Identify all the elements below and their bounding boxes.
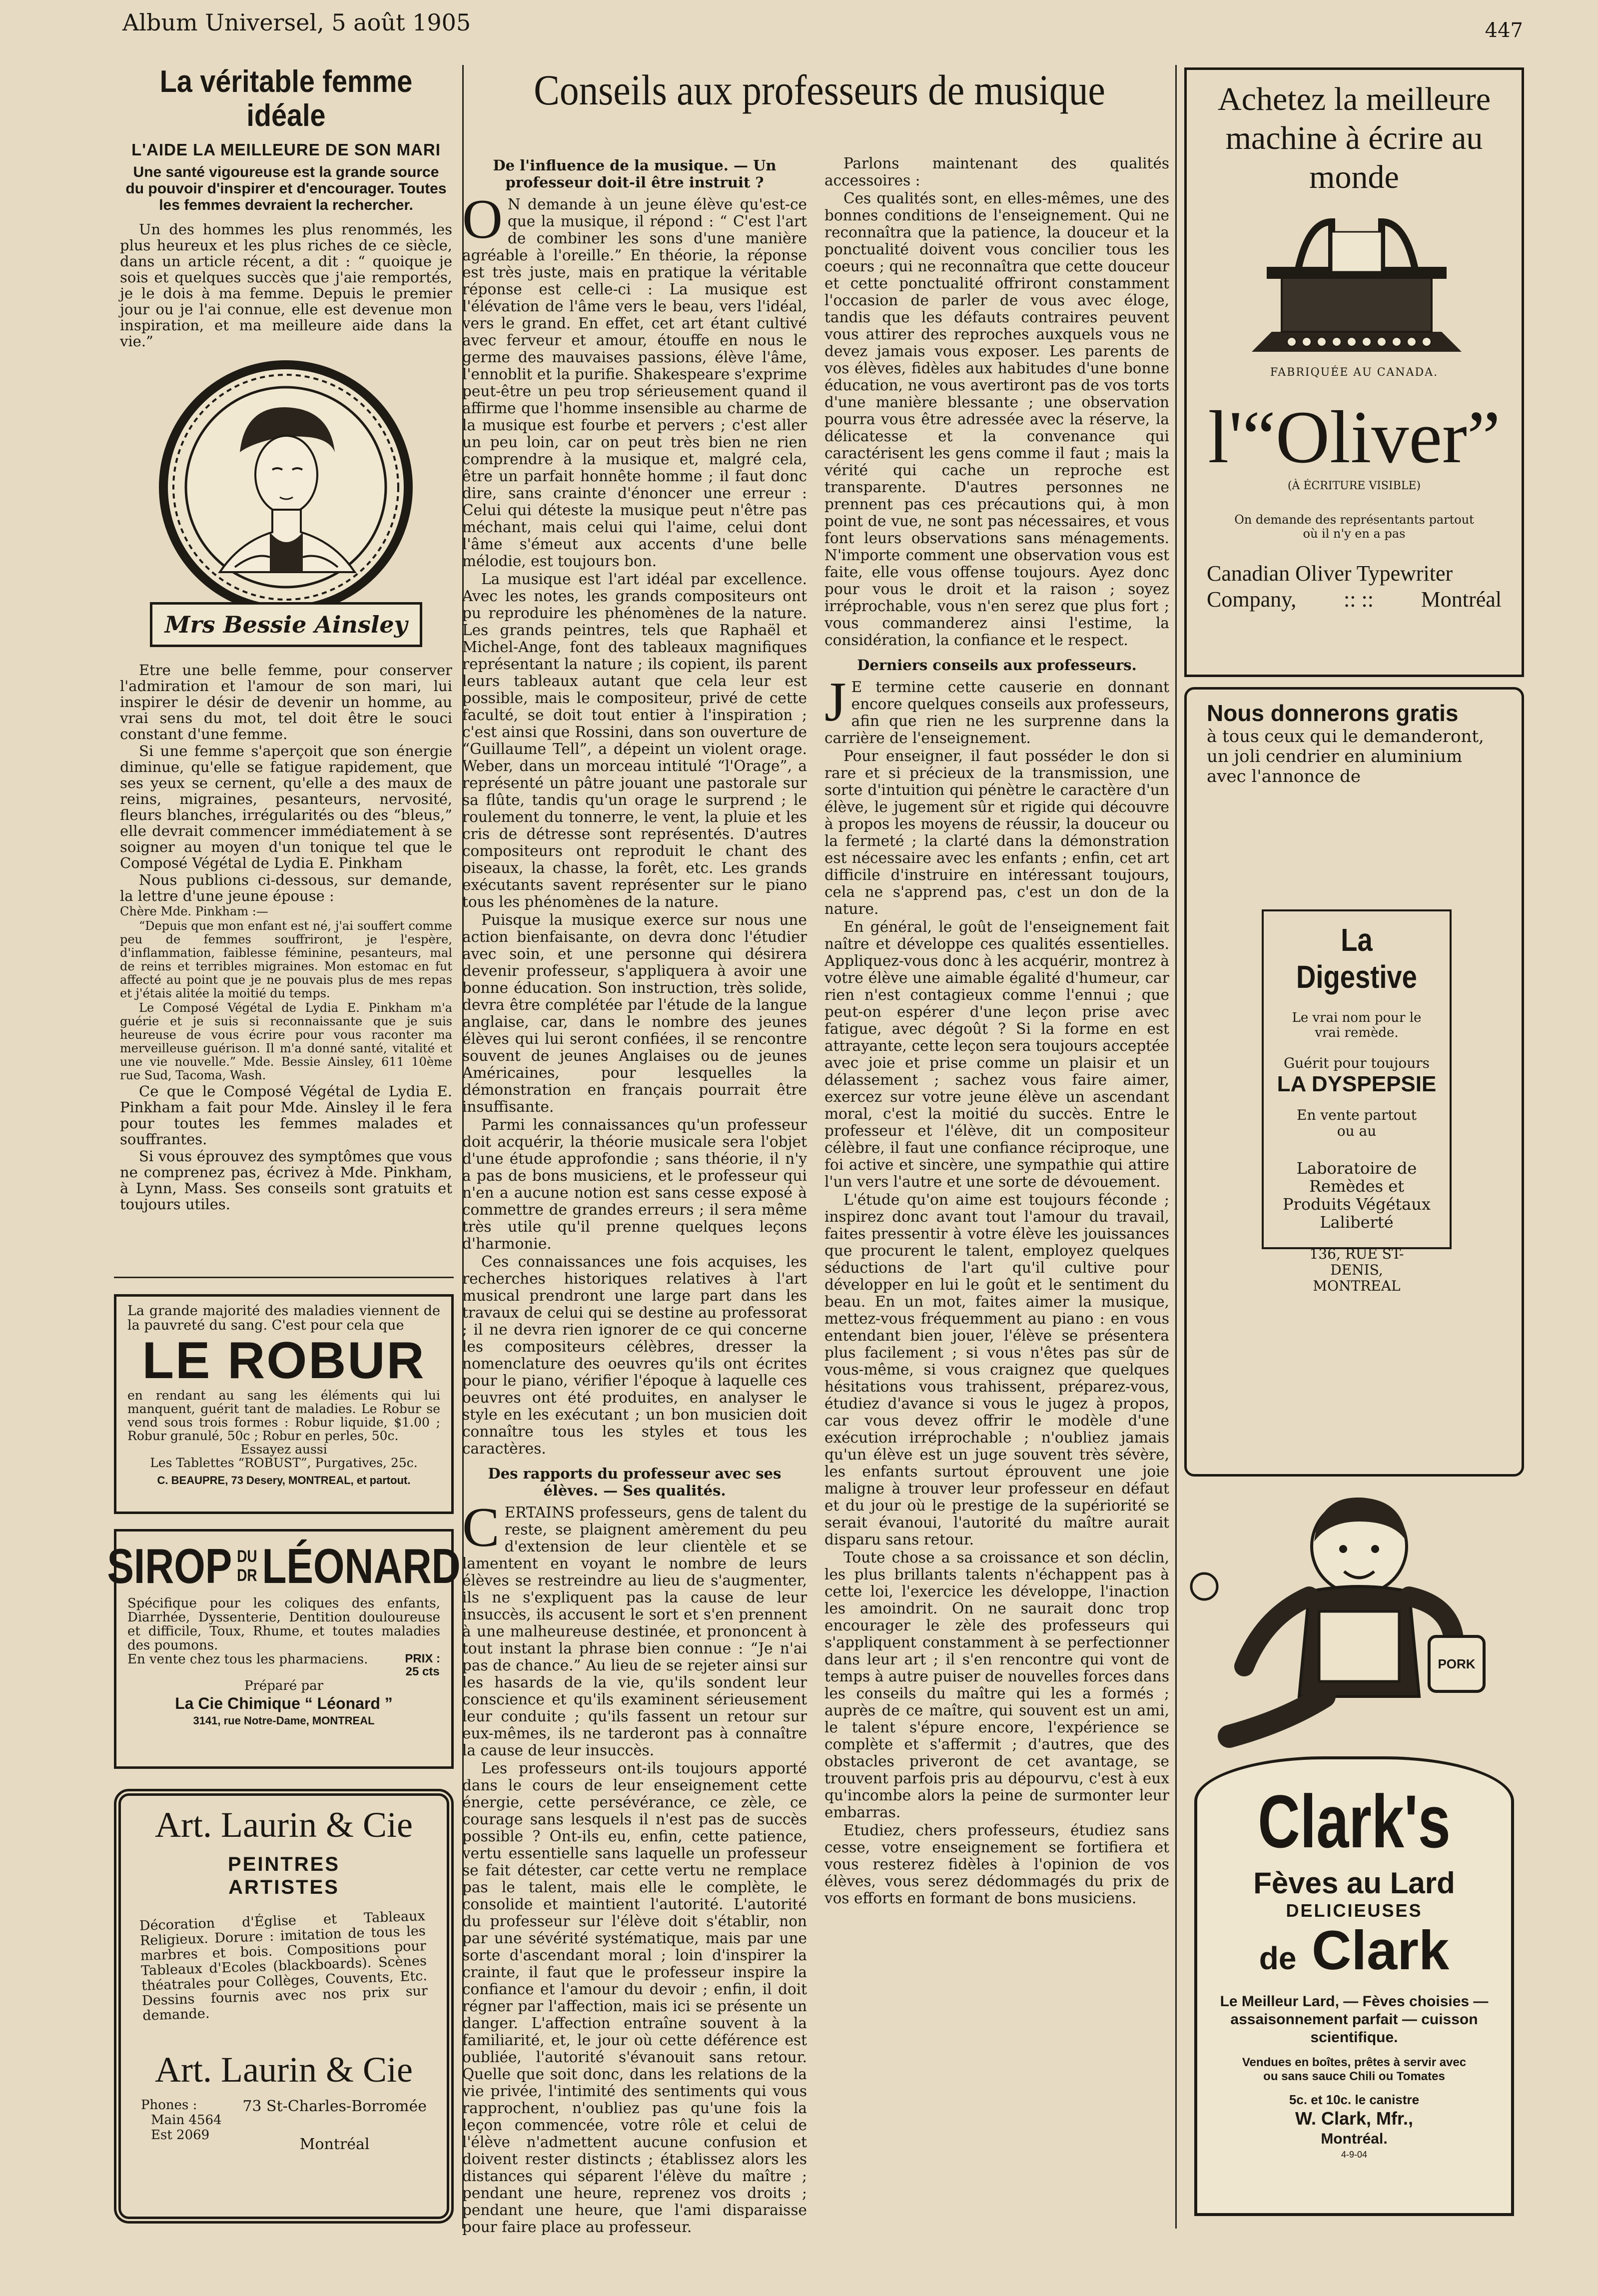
- clark-de: de: [1259, 1940, 1297, 1976]
- oliver-sep: :: ::: [1344, 587, 1374, 612]
- clark-product: Fèves au Lard: [1253, 1866, 1455, 1900]
- paragraph: J E termine cette causerie en donnant encore quelques conseils aux professeurs, afin que rien ne les surprenne dans la carrière de l'enseignement.: [824, 671, 1169, 747]
- sirop-name: SIROP DU DR LÉONARD: [107, 1538, 461, 1593]
- paragraph: Parmi les connaissances qu'un professeur doit acquérir, la théorie musicale sera l'objet d'une étude approfondie ; sans théorie, il n'y a pas de bons musiciens, et le professeur qui n'en a aucune notion est sans cesse exposé à commettre de grandes erreurs ; il sera même très utile qu'il prenne quelques leçons d'harmonie.: [462, 1116, 807, 1252]
- digestive-name: La Digestive: [1296, 922, 1417, 995]
- article-column-2: [824, 155, 1169, 1908]
- paragraph: L'étude qu'on aime est toujours féconde ; inspirez donc avant tout l'amour du travail, faites pressentir à votre élève les jouissances que procurent le talent, employez quelques séductions de l'art qu'il cultive pour développer en lui le goût et le sentiment du beau. En un mot, faites aimer la musique, mettez-vous fréquemment au piano : en vous entendant bien jouer, l'élève se présentera plus facilement ; si vous n'êtes pas sûr de vous-même, si vous craignez que quelques hésitations vous trahissent, préparez-vous, étudiez d'avance si vous le jugez à propos, car vous devez offrir le modèle d'une exécution irréprochable ; n'oubliez jamais qu'un élève est un juge souvent très sévère, les enfants surtout éprouvent une joie maligne à trouver leur professeur en défaut et du jour où le prestige de la supériorité se serait évanoui, l'autorité du maître aurait disparu sans retour.: [824, 1191, 1169, 1548]
- running-header: Album Universel, 5 août 1905: [122, 9, 471, 36]
- section-heading: De l'influence de la musique. — Un professeur doit-il être instruit ?: [493, 157, 777, 191]
- sirop-address: 3141, rue Notre-Dame, MONTREAL: [193, 1714, 375, 1727]
- clark-body: Le Meilleur Lard, — Fèves choisies — assaisonnement parfait — cuisson scientifique.: [1220, 1993, 1489, 2046]
- paragraph: Un des hommes les plus renommés, les plus heureux et les plus riches de ce siècle, dans un article récent, a dit : “ quoique je sois et quelques succès que j'aie remportés, je le dois à ma femme. Depuis le premier jour ou je l'ai connue, elle est devenue mon inspiration, et ma meilleure aide dans la vie.”: [120, 221, 452, 350]
- paragraph: Ces connaissances une fois acquises, les recherches historiques relatives à l'art musical prendront une large part dans les travaux de celui qui se destine au professorat ; il ne devra rien ignorer de ce qui concerne les compositeurs célèbres, dresser la nomenclature des oeuvres qu'ils ont écrites pour le piano, vérifier l'époque à laquelle ces oeuvres ont été produites, en analyser le style en les exécutant ; un bon musicien doit connaître tous les styles et tous les caractères.: [462, 1253, 807, 1457]
- gratis-body: à tous ceux qui le demanderont, un joli cendrier en aluminium avec l'annonce de: [1207, 727, 1484, 786]
- laurin-name: Art. Laurin & Cie: [155, 1805, 413, 1845]
- oliver-reps: On demande des représentants partout où il n'y en a pas: [1234, 513, 1474, 541]
- digestive-address: 136, RUE ST-DENIS, MONTREAL: [1309, 1246, 1404, 1294]
- drop-cap: O: [462, 188, 503, 250]
- oliver-company-1: Canadian Oliver Typewriter: [1207, 561, 1453, 586]
- typewriter-illustration: [1207, 202, 1507, 362]
- paragraph: Si une femme s'aperçoit que son énergie diminue, qu'elle se fatigue rapidement, que ses yeux se cernent, qu'elle a des maux de reins, migraines, pesanteurs, nervosité, fleurs blanches, irrégularités ou des “bleus,” elle devrait commencer immédiatement à se soigner au moyen d'un tonique tel que le Composé Végétal de Lydia E. Pinkham: [120, 743, 452, 871]
- paragraph: Nous publions ci-dessous, sur demande, la lettre d'une jeune épouse :: [120, 871, 452, 904]
- clark-maker: W. Clark, Mfr.,: [1295, 2108, 1414, 2129]
- robur-body: en rendant au sang les éléments qui lui manquent, guérit tant de maladies. Le Robur se vend sous trois formes : Robur liquide, $1.00 ; Robur granulé, 50c ; Robur en perles, 50c.: [127, 1388, 440, 1443]
- gratis-advert: [1184, 687, 1524, 1477]
- paragraph: CERTAINS professeurs, gens de talent du reste, se plaignent amèrement du peu d'extension de leur clientèle et se lamentent en voyant le nombre de leurs élèves se restreindre au lieu de s'augmenter, ils ne s'expliquent pas la cause de leur insuccès, ils accusent le sort et s'en prennent à une malheureuse destinée, et prononcent à tout instant la phrase bien connue : “Je n'ai pas de chance.” Au lieu de se rejeter ainsi sur les hasards de la vie, qu'ils sondent leur conscience et qu'ils examinent sérieusement leur conduite ; qu'ils fassent un retour sur eux-mêmes, ils ne tarderont pas à connaître la cause de leur insuccès.: [462, 1497, 807, 1759]
- paragraph: Etre une belle femme, pour conserver l'admiration et l'amour de son mari, lui inspirer le désir de devenir un homme, au vrai sens du mot, tel doit être le souci constant d'une femme.: [120, 662, 452, 743]
- paragraph: Toute chose a sa croissance et son déclin, les plus brillants talents n'échappent pas à cette loi, l'exercice les développe, l'inaction les amoindrit. On ne saurait donc trop encourager le zèle des professeurs qui s'appliquent constamment à se perfectionner dans leur art ; il s'en rencontre qui vont de temps à autre puiser de nouvelles forces dans les conseils du maître qui les a formés ; auprès de ce maître, qui souvent est un ami, le talent s'épure encore, l'expérience se complète et s'affermit ; d'autres, que des obstacles priveront de cet avantage, se trouvent parfois pris au dépourvu, c'est à eux qu'incombe alors la peine de surmonter leur embarras.: [824, 1549, 1169, 1821]
- paragraph: Ce que le Composé Végétal de Lydia E. Pinkham a fait pour Mde. Ainsley il le fera pour toutes les femmes malades et souffrantes.: [120, 1083, 452, 1148]
- digestive-tag-1: Le vrai nom pour le vrai remède.: [1292, 1010, 1422, 1040]
- digestive-tag-2: Guérit pour toujours: [1283, 1055, 1430, 1071]
- drop-cap: J: [824, 671, 846, 733]
- portrait-caption-plate: [150, 602, 422, 647]
- robur-address: C. BEAUPRE, 73 Desery, MONTREAL, et partout.: [157, 1474, 411, 1487]
- digestive-disease: LA DYSPEPSIE: [1277, 1072, 1437, 1096]
- paragraph: O N demande à un jeune élève qu'est-ce que la musique, il répond : “ C'est l'art de combiner les sons d'une manière agréable à l'oreille.” En théorie, la réponse est très juste, mais en pratique la véritable réponse est celle-ci : La musique est l'élévation de l'âme vers le beau, vers l'idéal, vers le grand. En effet, cet art étant cultivé avec ferveur et amour, étouffe en nous le germe des mauvaises passions, élève l'âme, l'ennoblit et la purifie. Shakespeare s'exprime peut-être un peu trop sérieusement quand il affirme que l'homme insensible au charme de la musique est fourbe et pervers ; c'est aller un peu loin, car on peut très bien ne rien comprendre à la musique et, malgré cela, être un parfait honnête homme ; il faut donc dire, sans crainte d'énoncer une erreur : Celui qui déteste la musique peut n'être pas méchant, mais celui qui l'aime, celui dont l'âme s'émeut aux accents d'une belle mélodie, est toujours bon.: [462, 188, 807, 570]
- can-label: PORK: [1438, 1656, 1476, 1671]
- paragraph: Parlons maintenant des qualités accessoires :: [824, 155, 1169, 189]
- oliver-company-2: Company,: [1207, 587, 1297, 612]
- article-title: Conseils aux professeurs de musique: [534, 66, 1105, 114]
- paragraph: Etudiez, chers professeurs, étudiez sans cesse, votre enseignement se fortifiera et vous resterez fidèles à l'opinion de vos élèves, vous serez dédommagés du prix de vos efforts en formant de bons musiciens.: [824, 1822, 1169, 1907]
- oliver-name: l'“Oliver”: [1208, 396, 1501, 479]
- oliver-made: FABRIQUÉE AU CANADA.: [1270, 366, 1439, 379]
- robur-intro: La grande majorité des maladies viennent de la pauvreté du sang. C'est pour cela que: [127, 1303, 440, 1333]
- sirop-advert: [107, 1529, 461, 1769]
- digestive-lab: Laboratoire de Remèdes et Produits Végétaux Laliberté: [1283, 1159, 1431, 1232]
- laurin-phone-2: Est 2069: [151, 2128, 210, 2143]
- laurin-phone-1: Main 4564: [151, 2113, 222, 2128]
- section-rule: [114, 1277, 454, 1278]
- portrait-caption: Mrs Bessie Ainsley: [164, 611, 408, 638]
- portrait-medallion: [120, 352, 452, 662]
- paragraph: En général, le goût de l'enseignement fait naître et développe ces qualités essentielles. Appliquez-vous donc à les acquérir, montrez à votre élève une aimable égalité d'humeur, car rien n'est contagieux comme l'ennui ; que peut-on espérer d'une leçon prise avec fatigue, avec dégoût ? Si la forme en est attrayante, cette leçon sera toujours acceptée avec joie et prise comme un plaisir et un délassement ; sachez vous faire aimer, exercez sur votre jeune élève un ascendant moral, c'est la moitié du succès. Entre le professeur et l'élève, dit un compositeur célèbre, il faut une confiance réciproque, une foi active et sincère, une sympathie qui attire l'un vers l'autre et une sorte de dévouement.: [824, 918, 1169, 1190]
- digestive-box: [1262, 909, 1452, 1294]
- sirop-prepared: Préparé par: [244, 1678, 324, 1693]
- digestive-sale: En vente partout ou au: [1297, 1107, 1417, 1139]
- paragraph: Si vous éprouvez des symptômes que vous ne comprenez pas, écrivez à Mde. Pinkham, à Lynn, Mass. Ses conseils sont gratuits et toujours utiles.: [120, 1148, 452, 1213]
- drop-cap: C: [462, 1497, 500, 1558]
- laurin-address: 73 St-Charles-Borromée: [242, 2098, 427, 2115]
- boy-illustration: [1184, 1487, 1524, 1766]
- laurin-name-2: Art. Laurin & Cie: [155, 2050, 413, 2090]
- oliver-city: Montréal: [1421, 587, 1502, 612]
- clark-code: 4-9-04: [1341, 2150, 1368, 2160]
- section-heading: Des rapports du professeur avec ses élèves. — Ses qualités.: [488, 1465, 782, 1499]
- article-column-1: [462, 155, 807, 2237]
- letter-paragraph: Le Composé Végétal de Lydia E. Pinkham m'a guérie et je suis si reconnaissante que je suis heureuse de vous écrire pour vous raconter ma merveilleuse guérison. Il m'a donné santé, vitalité et une vie nouvelle.” Mde. Bessie Ainsley, 611 10ème rue Sud, Tacoma, Wash.: [120, 1001, 452, 1082]
- robur-advert: [114, 1294, 454, 1514]
- gratis-headline: Nous donnerons gratis: [1207, 700, 1459, 726]
- clark-sold: Vendues en boîtes, prêtes à servir avec ou sans sauce Chili ou Tomates: [1242, 2056, 1467, 2083]
- oliver-headline: Achetez la meilleure machine à écrire au monde: [1217, 81, 1491, 195]
- clark-name: Clark: [1312, 1920, 1450, 1981]
- page-number: 447: [1485, 19, 1523, 42]
- pinkham-advert: [120, 65, 452, 1213]
- robur-also: Essayez aussi: [240, 1442, 327, 1457]
- laurin-phones-label: Phones :: [141, 2098, 197, 2113]
- section-heading: Derniers conseils aux professeurs.: [857, 657, 1137, 674]
- clark-brand: Clark's: [1258, 1779, 1451, 1863]
- column-rule: [1175, 65, 1177, 2229]
- sirop-company: La Cie Chimique “ Léonard ”: [175, 1694, 393, 1712]
- sirop-price: 25 cts: [405, 1665, 440, 1678]
- paragraph: Ces qualités sont, en elles-mêmes, une des bonnes conditions de l'enseignement. Qui ne reconnaîtra que la patience, la douceur et la ponctualité doivent vous concilier tous les coeurs ; qui ne reconnaîtra que cette douceur et cette ponctualité offriront constamment l'occasion de parler de vous avec éloge, tandis que les défauts contraires peuvent vous attirer des reproches auxquels vous ne devez jamais vous exposer. Les parents de vos élèves, fidèles aux habitudes d'une bonne éducation, ne vous avertiront pas de vos torts d'une manière blessante ; une observation pourra vous être adressée avec la réserve, la délicatesse et la convenance qui caractérisent les gens comme il faut ; mais la vérité qui cache un reproche est transparente. D'autres personnes ne prennent pas ces précautions qui, à mon point de vue, ne sont pas nécessaires, et vous font leurs observations sans ménagements. N'importe comment une observation vous est faite, elle vous offense toujours. Ayez donc pour vous le droit et la raison ; soyez irréprochable, vous n'en serez que plus fort ; vous commanderez ainsi l'estime, la considération, la confiance et le respect.: [824, 190, 1169, 649]
- clark-price: 5c. et 10c. le canistre: [1289, 2092, 1420, 2107]
- advert-title: La véritable femme idéale: [159, 64, 413, 133]
- laurin-city: Montréal: [299, 2136, 370, 2153]
- sirop-price-label: PRIX :: [405, 1652, 440, 1665]
- clark-city: Montréal.: [1321, 2131, 1388, 2147]
- paragraph: Les professeurs ont-ils toujours apporté dans le cours de leur enseignement cette énergie, cette persévérance, ce zèle, ce courage sans lesquels il n'est pas de succès possible ? Ont-ils eu, enfin, cette patience, vertu essentielle sans laquelle un professeur se fait détester, car cette vertu ne remplace pas le talent, mais elle le complète, le consolide et maintient l'autorité. L'autorité du professeur sur l'élève doit s'établir, non par une sévérité systématique, mais par une sorte d'ascendant moral ; loin d'inspirer la crainte, il faut que le professeur inspire la confiance et l'amour du devoir ; enfin, il doit régner par l'affection, mais ici se présente un danger. L'affection entraîne souvent à la familiarité, et, le jour où cette déférence est oubliée, l'autorité s'évanouit sans retour. Quelle que soit donc, dans les relations de la vie privée, l'intimité des sentiments qui vous rapprochent, n'oubliez pas qu'une fois la leçon commencée, votre rôle et celui de l'élève n'admettent aucune confusion et doivent rester distincts ; établissez alors les distances qui séparent l'élève du maître ; pendant une heure, reprenez vos droits ; pendant une heure, que l'ami disparaisse pour faire place au professeur.: [462, 1760, 807, 2236]
- paragraph: Puisque la musique exerce sur nous une action bienfaisante, on devra donc l'étudier avec soin, et une personne qui désirera devenir professeur, s'appliquera à avoir une bonne éducation. Son instruction, très solide, devra être complétée par l'étude de la langue anglaise, car, dans le nombre des jeunes élèves qui lui seront confiées, il se rencontre souvent de jeunes Anglaises ou de jeunes Américaines, pour lesquelles la démonstration en français pourrait être insuffisante.: [462, 911, 807, 1115]
- laurin-advert: [114, 1789, 454, 2224]
- letter-salutation: Chère Mde. Pinkham :—: [120, 904, 268, 918]
- laurin-trade: PEINTRES ARTISTES: [227, 1853, 340, 1898]
- advert-subtitle: L'AIDE LA MEILLEURE DE SON MARI: [131, 140, 441, 159]
- robur-tablets: Les Tablettes “ROBUST”, Purgatives, 25c.: [150, 1456, 418, 1470]
- paragraph: La musique est l'art idéal par excellence. Avec les notes, les grands compositeurs ont pu reproduire les phénomènes de la nature. Les grands peintres, tels que Raphaël et Michel-Ange, font des tableaux magnifiques représentant la nature ; ils copient, ils parent leurs tableaux autant que cela leur est possible, mais le compositeur, privé de cette faculté, se doit tout entier à l'inspiration ; c'est ainsi que Rossini, dans son ouverture de “Guillaume Tell”, a dépeint un violent orage. Weber, dans un morceau intitulé “l'Orage”, a représenté un pâtre jouant une pastorale sur sa flûte, tandis qu'un orage le surprend ; le roulement du tonnerre, le vent, la pluie et les cris de détresse sont représentés. D'autres compositeurs ont reproduit le chant des oiseaux, la chasse, la forêt, etc. Les grands exécutants savent représenter sur le piano tous les phénomènes de la nature.: [462, 571, 807, 910]
- sirop-sold: En vente chez tous les pharmaciens.: [127, 1652, 368, 1667]
- sirop-body: Spécifique pour les coliques des enfants, Diarrhée, Dyssenterie, Dentition douloureuse et difficile, Toux, Rhume, et toutes maladies des poumons.: [127, 1596, 440, 1653]
- advert-deck: Une santé vigoureuse est la grande source du pouvoir d'inspirer et d'encourager. Toutes les femmes devraient la rechercher.: [125, 164, 447, 213]
- laurin-body: Décoration d'Église et Tableaux Religieux. Dorure : imitation de tous les marbres et bois. Compositions pour Tableaux d'Ecoles (blackboards). Scènes théatrales pour Collèges, Couvents, Etc. Dessins fournis avec nos prix sur demande.: [139, 1908, 428, 2024]
- oliver-visible: (À ÉCRITURE VISIBLE): [1287, 480, 1421, 492]
- clark-advert: [1184, 1487, 1524, 2226]
- oliver-advert: [1184, 67, 1524, 677]
- clark-adj: DELICIEUSES: [1286, 1900, 1423, 1921]
- robur-name: LE ROBUR: [142, 1332, 426, 1390]
- paragraph: Pour enseigner, il faut posséder le don si rare et si précieux de la transmission, une sorte d'intuition qui pénètre le caractère d'un élève, le jugement sûr et rigide qui découvre à propos les moyens de réussir, la douceur ou la fermeté ; la clarté dans la démonstration est nécessaire avec les enfants ; enfin, cet art difficile d'instruire en intéressant toujours, cela ne s'apprend pas, c'est un don de la nature.: [824, 748, 1169, 917]
- letter-paragraph: “Depuis que mon enfant est né, j'ai souffert comme peu de femmes souffriront, je l'espère, d'inflammation, faiblesse féminine, pesanteurs, mal de reins et terribles migraines. Mon estomac en fut affecté au point que je ne pouvais plus de mes repas et j'étais alitée la moitié du temps.: [120, 919, 452, 1000]
